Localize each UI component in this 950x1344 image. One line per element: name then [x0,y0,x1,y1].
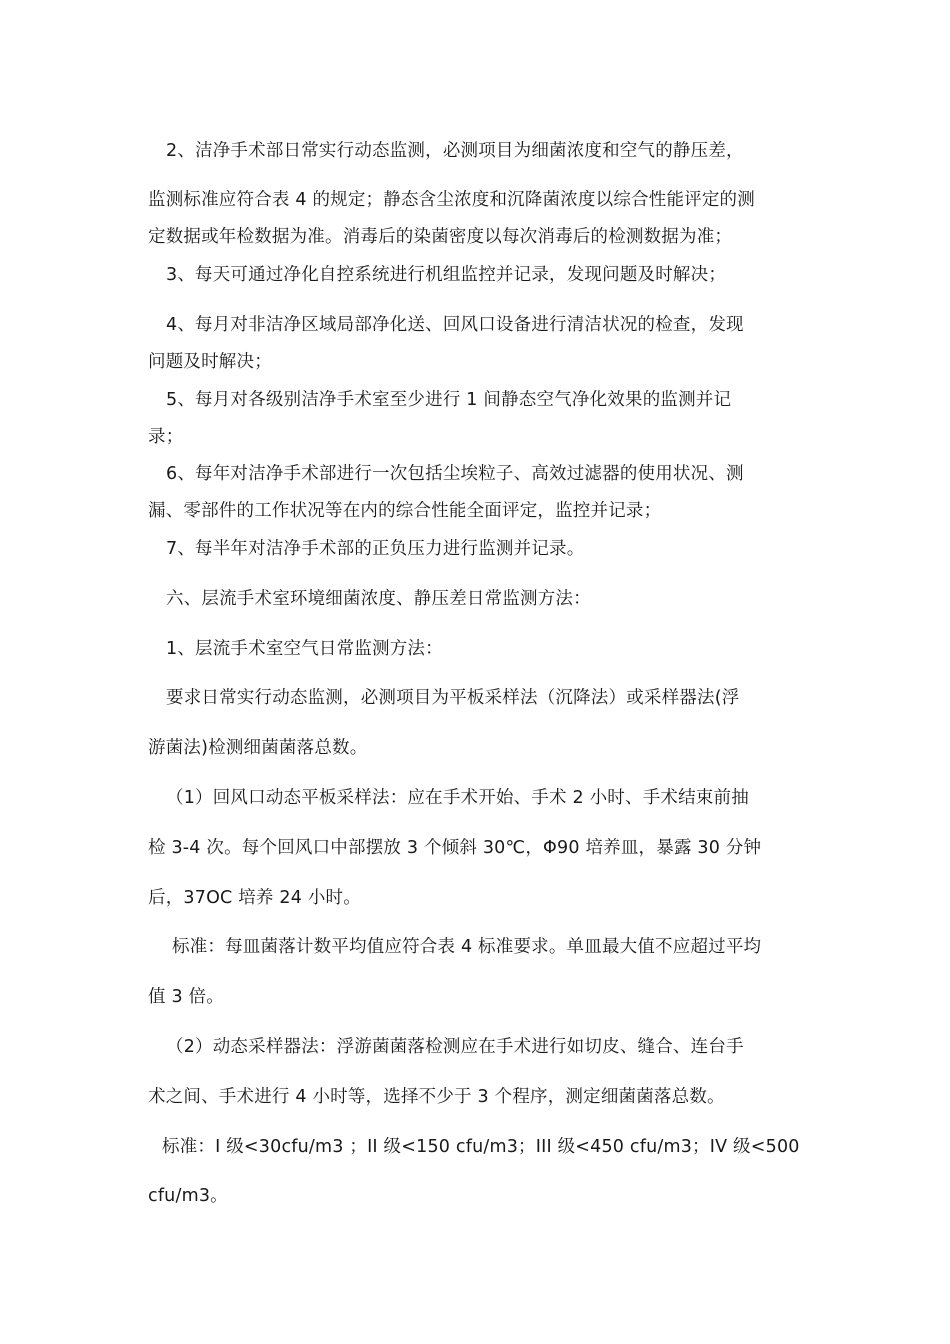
text-line: 漏、零部件的工作状况等在内的综合性能全面评定，监控并记录； [148,501,662,521]
text-line: 标准：I 级<30cfu/m3 ；II 级<150 cfu/m3；III 级<450 cfu/m3；IV 级<500 [162,1137,800,1157]
text-line: 5、每月对各级别洁净手术室至少进行 1 间静态空气净化效果的监测并记 [166,390,732,410]
text-line: （1）回风口动态平板采样法：应在手术开始、手术 2 小时、手术结束前抽 [166,788,749,808]
text-line: 后，37OC 培养 24 小时。 [148,888,361,908]
text-line: 监测标准应符合表 4 的规定；静态含尘浓度和沉降菌浓度以综合性能评定的测 [148,190,755,210]
text-line: 6、每年对洁净手术部进行一次包括尘埃粒子、高效过滤器的使用状况、测 [166,464,744,484]
text-line: 检 3-4 次。每个回风口中部摆放 3 个倾斜 30℃，Φ90 培养皿，暴露 30 分钟 [148,838,762,858]
text-line: 7、每半年对洁净手术部的正负压力进行监测并记录。 [166,539,585,559]
text-line: 2、洁净手术部日常实行动态监测，必测项目为细菌浓度和空气的静压差， [166,141,744,161]
text-line: 录； [148,427,184,447]
text-line: 术之间、手术进行 4 小时等，选择不少于 3 个程序，测定细菌菌落总数。 [148,1087,725,1107]
section-heading: 六、层流手术室环境细菌浓度、静压差日常监测方法： [166,589,591,609]
text-line: cfu/m3。 [148,1186,228,1206]
text-line: 标准：每皿菌落计数平均值应符合表 4 标准要求。单皿最大值不应超过平均 [172,937,762,957]
text-line: （2）动态采样器法：浮游菌菌落检测应在手术进行如切皮、缝合、连台手 [166,1037,744,1057]
text-line: 4、每月对非洁净区域局部净化送、回风口设备进行清洁状况的检查，发现 [166,315,744,335]
text-line: 游菌法)检测细菌菌落总数。 [148,738,368,758]
subsection-heading: 1、层流手术室空气日常监测方法： [166,639,443,659]
text-line: 定数据或年检数据为准。消毒后的染菌密度以每次消毒后的检测数据为准； [148,227,733,247]
text-line: 要求日常实行动态监测，必测项目为平板采样法（沉降法）或采样器法(浮 [166,688,740,708]
text-line: 问题及时解决； [148,352,272,372]
text-line: 3、每天可通过净化自控系统进行机组监控并记录，发现问题及时解决； [166,265,727,285]
text-line: 值 3 倍。 [148,987,224,1007]
